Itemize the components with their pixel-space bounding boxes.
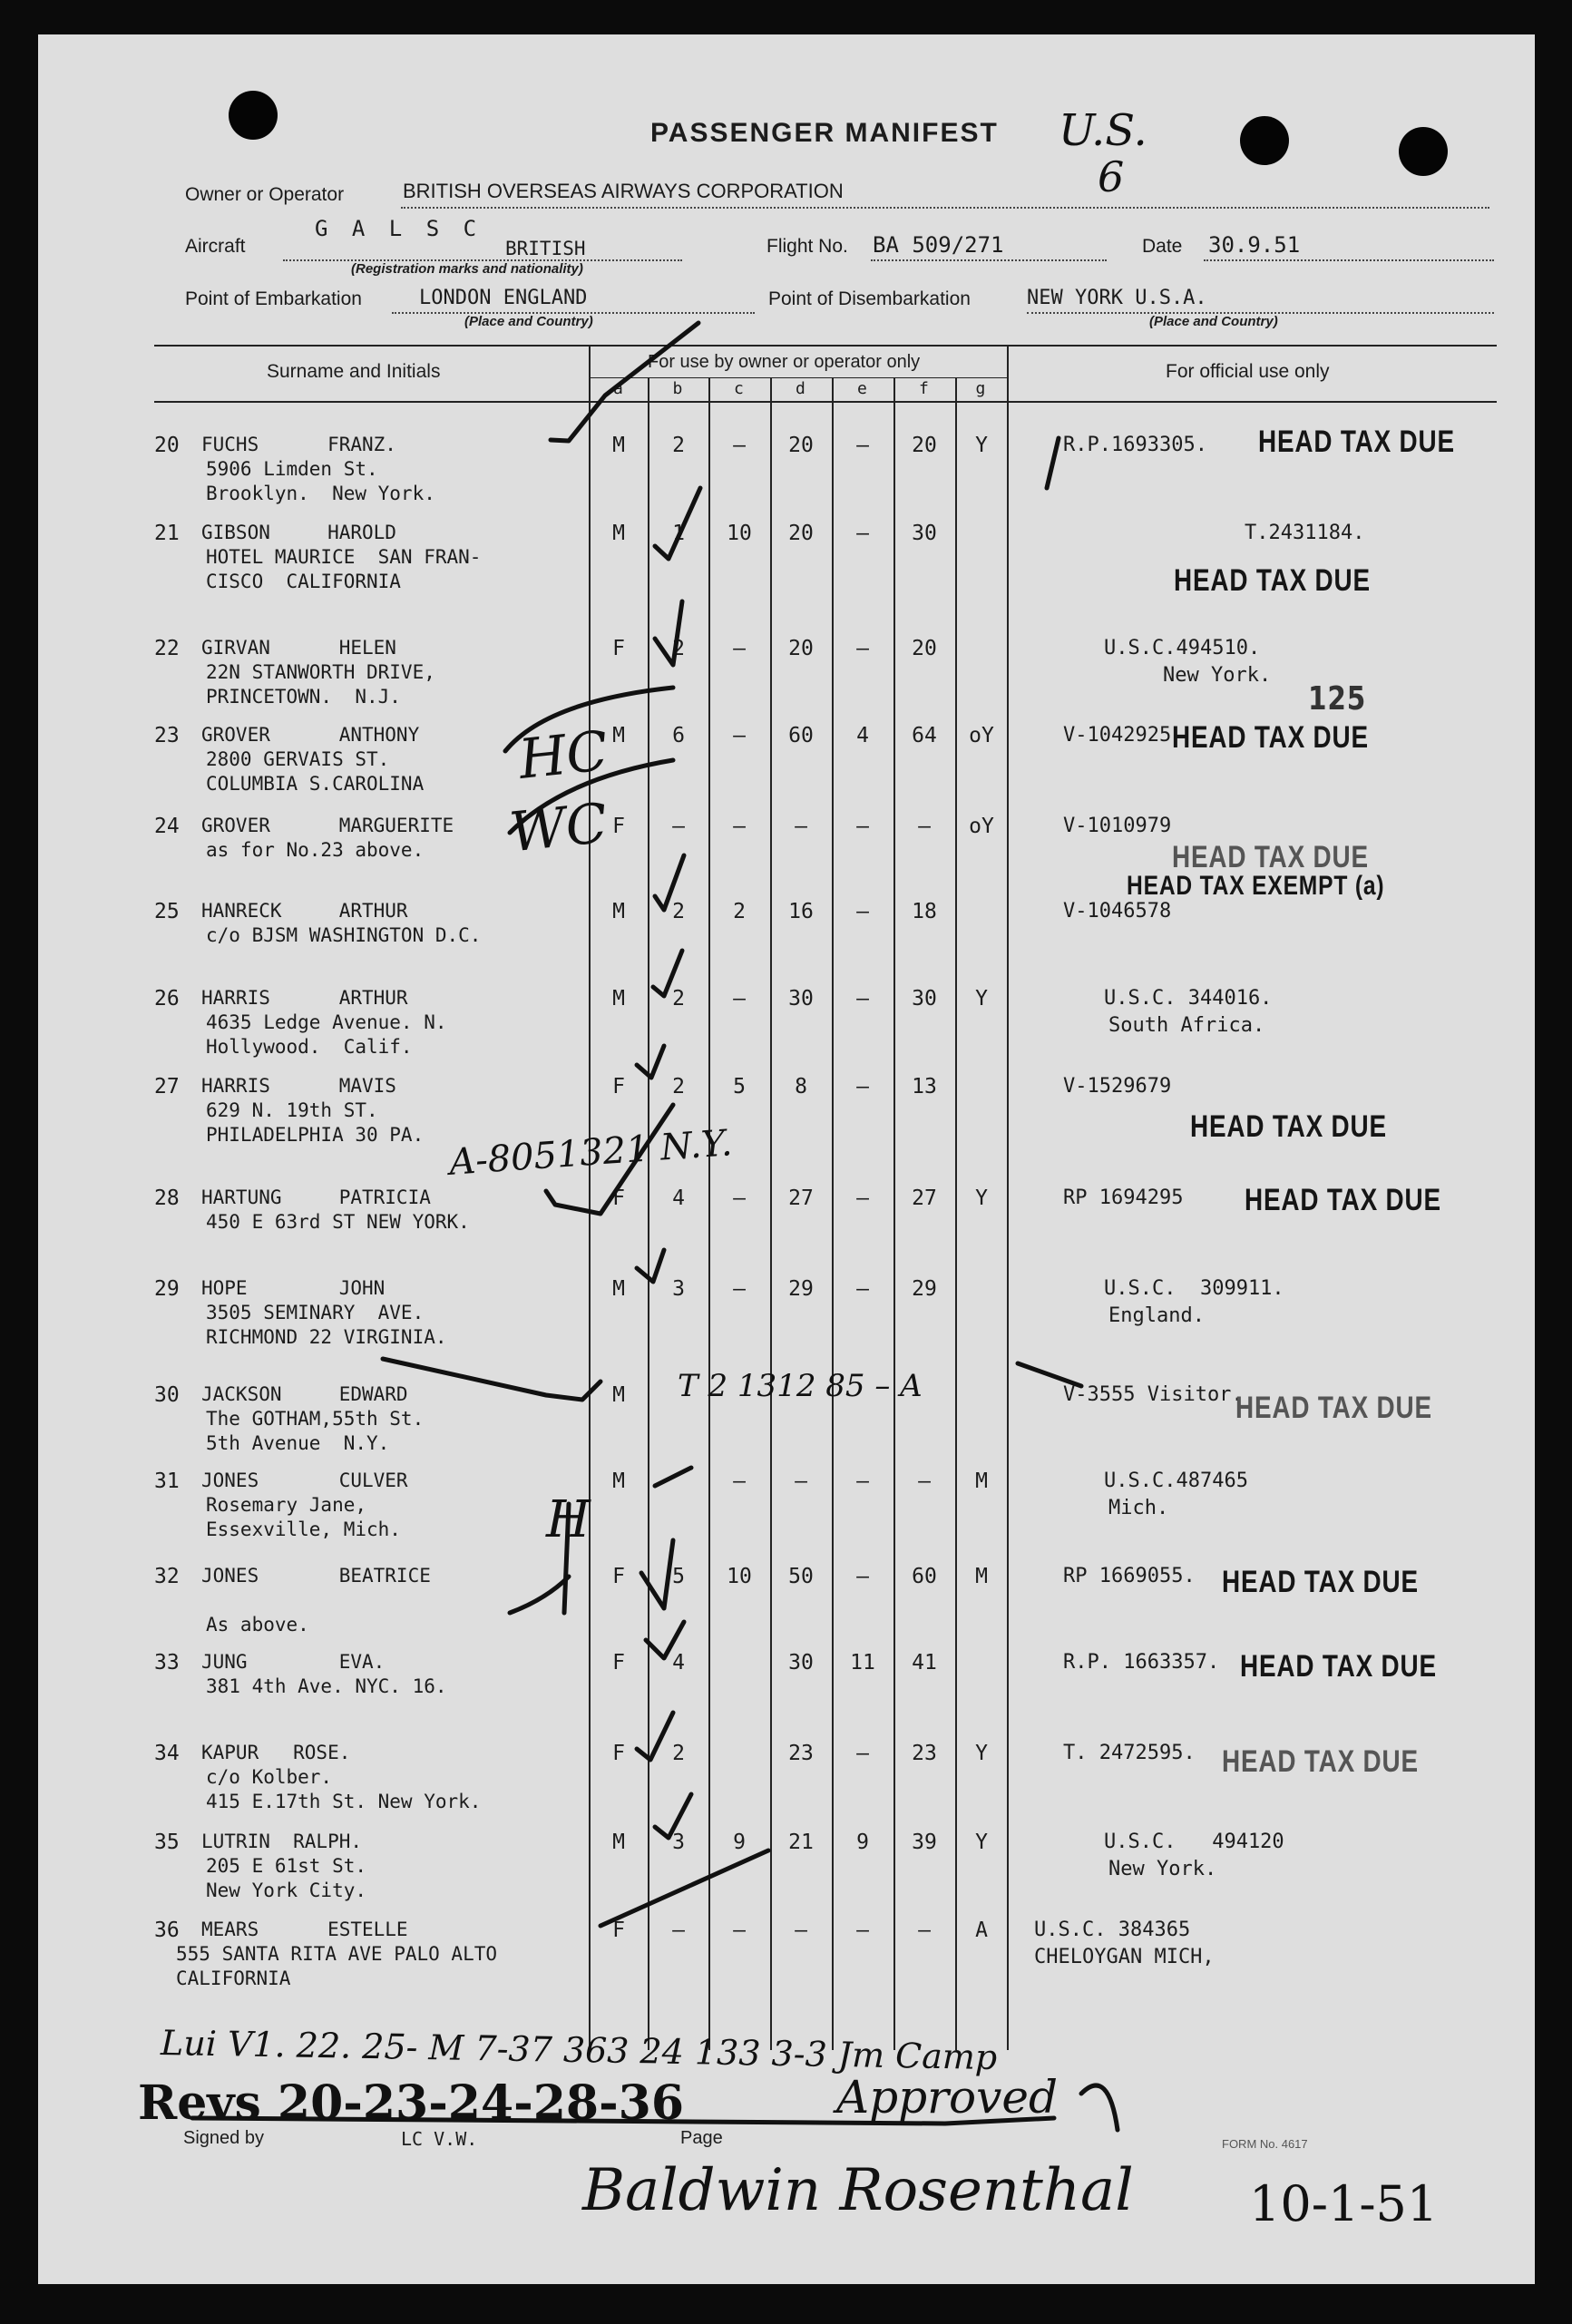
cell-a: M bbox=[612, 987, 625, 1011]
cell-a: M bbox=[612, 900, 625, 923]
passenger-address-line: New York City. bbox=[206, 1880, 367, 1901]
passenger-name: MEARS ESTELLE bbox=[201, 1919, 408, 1940]
passenger-address-line: 3505 SEMINARY AVE. bbox=[206, 1302, 425, 1323]
passenger-address-line: HOTEL MAURICE SAN FRAN- bbox=[206, 546, 482, 568]
cell-g: oY bbox=[969, 815, 994, 838]
passenger-name: HARRIS ARTHUR bbox=[201, 987, 408, 1009]
official-ref: V-1529679 bbox=[1063, 1075, 1172, 1098]
signed-label: Signed by bbox=[183, 2128, 264, 2148]
row-number: 25 bbox=[154, 900, 180, 923]
cell-d: 20 bbox=[788, 522, 814, 545]
checkmark-row26 bbox=[653, 951, 682, 996]
cell-a: F bbox=[612, 1186, 625, 1210]
row-number: 35 bbox=[154, 1831, 180, 1854]
cell-a: F bbox=[612, 1742, 625, 1765]
cell-d: 30 bbox=[788, 987, 814, 1011]
embark-caption: (Place and Country) bbox=[464, 314, 593, 329]
cell-f: – bbox=[918, 1470, 931, 1493]
strike-row30 bbox=[383, 1359, 600, 1400]
passenger-address-line: Hollywood. Calif. bbox=[206, 1036, 413, 1058]
checkmark-row33 bbox=[646, 1622, 684, 1658]
cell-c: – bbox=[733, 815, 746, 838]
cell-g: oY bbox=[969, 724, 994, 747]
cell-f: – bbox=[918, 815, 931, 838]
disembark-value: NEW YORK U.S.A. bbox=[1027, 287, 1207, 309]
cell-f: 30 bbox=[912, 522, 937, 545]
cell-c: – bbox=[733, 1919, 746, 1942]
cell-c: 9 bbox=[733, 1831, 746, 1854]
flight-label: Flight No. bbox=[766, 236, 848, 257]
cell-a: F bbox=[612, 1919, 625, 1942]
cell-d: 50 bbox=[788, 1565, 814, 1588]
cell-f: 20 bbox=[912, 434, 937, 457]
official-ref: V-1010979 bbox=[1063, 815, 1172, 837]
official-ref: RP 1694295 bbox=[1063, 1186, 1184, 1209]
row-number: 21 bbox=[154, 522, 180, 545]
subcol-header-e: e bbox=[857, 379, 867, 398]
cell-b: 6 bbox=[672, 724, 685, 747]
aircraft-nationality: BRITISH bbox=[505, 238, 586, 259]
passenger-address-line: as for No.23 above. bbox=[206, 839, 425, 861]
passenger-address-line: Rosemary Jane, bbox=[206, 1494, 367, 1516]
cell-a: M bbox=[612, 724, 625, 747]
cell-a: F bbox=[612, 815, 625, 838]
manifest-sheet bbox=[38, 34, 1535, 2284]
cell-e: – bbox=[856, 1277, 869, 1301]
checkmark-row35 bbox=[655, 1794, 691, 1838]
official-note: England. bbox=[1108, 1304, 1205, 1327]
passenger-address-line: CISCO CALIFORNIA bbox=[206, 571, 401, 592]
passenger-address-line: The GOTHAM,55th St. bbox=[206, 1408, 425, 1430]
row-number: 30 bbox=[154, 1383, 180, 1407]
cell-g: M bbox=[975, 1565, 988, 1588]
cell-b: 2 bbox=[672, 1075, 685, 1099]
cell-c: – bbox=[733, 724, 746, 747]
handwritten-fee: 125 bbox=[1308, 680, 1367, 718]
embark-label: Point of Embarkation bbox=[185, 288, 362, 309]
official-ref: U.S.C.487465 bbox=[1104, 1470, 1248, 1492]
subcol-header-b: b bbox=[672, 379, 683, 398]
date-value: 30.9.51 bbox=[1208, 232, 1301, 258]
row23-hc-mark: HC bbox=[515, 719, 611, 792]
cell-g: Y bbox=[975, 1831, 988, 1854]
cell-f: 30 bbox=[912, 987, 937, 1011]
head-tax-stamp: HEAD TAX DUE bbox=[1235, 1391, 1432, 1425]
cell-d: 21 bbox=[788, 1831, 814, 1854]
cell-a: F bbox=[612, 1565, 625, 1588]
cell-e: – bbox=[856, 1742, 869, 1765]
row-number: 36 bbox=[154, 1919, 180, 1942]
cell-b: 2 bbox=[672, 1742, 685, 1765]
page-label: Page bbox=[680, 2128, 723, 2148]
official-ref: U.S.C.494510. bbox=[1104, 637, 1261, 659]
cell-e: – bbox=[856, 1919, 869, 1942]
passenger-name: JACKSON EDWARD bbox=[201, 1383, 408, 1405]
passenger-name: LUTRIN RALPH. bbox=[201, 1831, 363, 1852]
cell-b: 2 bbox=[672, 434, 685, 457]
subcol-header-g: g bbox=[975, 379, 986, 398]
cell-f: 18 bbox=[912, 900, 937, 923]
cell-c: – bbox=[733, 637, 746, 660]
row-number: 23 bbox=[154, 724, 180, 747]
passenger-name: GROVER MARGUERITE bbox=[201, 815, 454, 836]
passenger-name: HARTUNG PATRICIA bbox=[201, 1186, 431, 1208]
row-number: 27 bbox=[154, 1075, 180, 1099]
subcol-header-a: a bbox=[613, 379, 623, 398]
passenger-address-line: 450 E 63rd ST NEW YORK. bbox=[206, 1211, 470, 1233]
head-tax-stamp: HEAD TAX DUE bbox=[1240, 1649, 1437, 1684]
cell-c: 5 bbox=[733, 1075, 746, 1099]
cell-g: Y bbox=[975, 1186, 988, 1210]
row-number: 26 bbox=[154, 987, 180, 1011]
approved-handwritten: Approved bbox=[836, 2071, 1058, 2124]
checkmark-row31 bbox=[655, 1468, 691, 1486]
head-tax-stamp: HEAD TAX DUE bbox=[1172, 840, 1369, 874]
passenger-address-line: 629 N. 19th ST. bbox=[206, 1099, 378, 1121]
cell-d: – bbox=[795, 1470, 807, 1493]
cell-a: F bbox=[612, 1651, 625, 1675]
passenger-address-line: Brooklyn. New York. bbox=[206, 483, 435, 504]
row-number: 33 bbox=[154, 1651, 180, 1675]
cell-e: – bbox=[856, 815, 869, 838]
cell-a: M bbox=[612, 1470, 625, 1493]
cell-f: 64 bbox=[912, 724, 937, 747]
cell-b: 2 bbox=[672, 900, 685, 923]
cell-d: – bbox=[795, 1919, 807, 1942]
col-official-header: For official use only bbox=[1166, 361, 1330, 382]
subcol-header-c: c bbox=[734, 379, 744, 398]
official-ref: V-1046578 bbox=[1063, 900, 1172, 923]
checkmark-row34 bbox=[637, 1713, 673, 1760]
passenger-name: JUNG EVA. bbox=[201, 1651, 386, 1673]
official-note: South Africa. bbox=[1108, 1014, 1265, 1037]
passenger-name: KAPUR ROSE. bbox=[201, 1742, 351, 1763]
passenger-address-line: 205 E 61st St. bbox=[206, 1855, 367, 1877]
cell-f: 41 bbox=[912, 1651, 937, 1675]
subcol-header-f: f bbox=[919, 379, 929, 398]
head-tax-stamp: HEAD TAX DUE bbox=[1245, 1183, 1441, 1217]
hook-row32 bbox=[510, 1577, 569, 1613]
head-tax-stamp: HEAD TAX DUE bbox=[1174, 563, 1371, 598]
official-ref: U.S.C. 494120 bbox=[1104, 1831, 1284, 1853]
owner-label: Owner or Operator bbox=[185, 184, 345, 205]
passenger-address-line: 555 SANTA RITA AVE PALO ALTO bbox=[176, 1943, 498, 1965]
page-title: PASSENGER MANIFEST bbox=[650, 118, 999, 148]
row31-h-mark: H bbox=[546, 1490, 591, 1549]
cell-f: 39 bbox=[912, 1831, 937, 1854]
cell-g: A bbox=[975, 1919, 988, 1942]
official-note: New York. bbox=[1163, 664, 1272, 687]
disembark-caption: (Place and Country) bbox=[1149, 314, 1278, 329]
passenger-name: HANRECK ARTHUR bbox=[201, 900, 408, 922]
row-number: 29 bbox=[154, 1277, 180, 1301]
cell-b: 5 bbox=[672, 1565, 685, 1588]
cell-c: 10 bbox=[727, 1565, 752, 1588]
passenger-address-line: 415 E.17th St. New York. bbox=[206, 1791, 482, 1812]
official-ref: RP 1669055. bbox=[1063, 1565, 1196, 1587]
passenger-address-line: PRINCETOWN. N.J. bbox=[206, 686, 401, 708]
row-number: 31 bbox=[154, 1470, 180, 1493]
official-ref: T. 2472595. bbox=[1063, 1742, 1196, 1764]
cell-e: – bbox=[856, 637, 869, 660]
cell-b: 3 bbox=[672, 1831, 685, 1854]
cell-e: – bbox=[856, 1470, 869, 1493]
cell-e: – bbox=[856, 900, 869, 923]
official-ref: U.S.C. 344016. bbox=[1104, 987, 1273, 1010]
cell-a: M bbox=[612, 1277, 625, 1301]
passenger-name: GROVER ANTHONY bbox=[201, 724, 420, 746]
cell-g: Y bbox=[975, 987, 988, 1011]
cell-f: 29 bbox=[912, 1277, 937, 1301]
cell-a: F bbox=[612, 637, 625, 660]
cell-b: 2 bbox=[672, 987, 685, 1011]
passenger-name: GIRVAN HELEN bbox=[201, 637, 396, 659]
col-surname-header: Surname and Initials bbox=[267, 361, 441, 382]
official-ref: R.P. 1663357. bbox=[1063, 1651, 1220, 1674]
signed-initials: LC V.W. bbox=[401, 2128, 478, 2150]
cell-c: 2 bbox=[733, 900, 746, 923]
revised-line: Revs 20-23-24-28-36 bbox=[138, 2075, 685, 2131]
cell-f: – bbox=[918, 1919, 931, 1942]
disembark-label: Point of Disembarkation bbox=[768, 288, 971, 309]
cell-d: 23 bbox=[788, 1742, 814, 1765]
date-label: Date bbox=[1142, 236, 1183, 257]
cell-b: – bbox=[672, 1919, 685, 1942]
row-number: 22 bbox=[154, 637, 180, 660]
strike-row30-right bbox=[1018, 1363, 1081, 1386]
cell-c: – bbox=[733, 1186, 746, 1210]
official-note: CHELOYGAN MICH, bbox=[1034, 1946, 1215, 1968]
cell-a: M bbox=[612, 434, 625, 457]
passenger-address-line: As above. bbox=[206, 1614, 309, 1636]
head-tax-stamp: HEAD TAX DUE bbox=[1222, 1565, 1419, 1599]
cell-d: 20 bbox=[788, 637, 814, 660]
aircraft-registration: G A L S C bbox=[315, 216, 483, 241]
cell-d: 20 bbox=[788, 434, 814, 457]
cell-e: – bbox=[856, 1565, 869, 1588]
cell-c: – bbox=[733, 1277, 746, 1301]
cell-a: M bbox=[612, 1831, 625, 1854]
cell-b: 3 bbox=[672, 1277, 685, 1301]
embark-value: LONDON ENGLAND bbox=[419, 287, 588, 309]
page-handwritten: 6 bbox=[1098, 152, 1125, 201]
aircraft-label: Aircraft bbox=[185, 236, 246, 257]
row24-wc-mark: WC bbox=[506, 791, 610, 865]
head-tax-stamp: HEAD TAX DUE bbox=[1190, 1109, 1387, 1144]
subcol-header-d: d bbox=[796, 379, 806, 398]
cell-g: Y bbox=[975, 434, 988, 457]
passenger-address-line: 381 4th Ave. NYC. 16. bbox=[206, 1675, 447, 1697]
cell-d: 30 bbox=[788, 1651, 814, 1675]
passenger-name: JONES CULVER bbox=[201, 1470, 408, 1491]
passenger-name: FUCHS FRANZ. bbox=[201, 434, 396, 455]
head-tax-stamp: HEAD TAX DUE bbox=[1172, 720, 1369, 755]
checkmark-row27 bbox=[637, 1046, 664, 1078]
row30-operator-handwritten: T 2 1312 85 – A bbox=[678, 1368, 923, 1404]
cell-e: 9 bbox=[856, 1831, 869, 1854]
cell-e: – bbox=[856, 1075, 869, 1099]
cell-b: 4 bbox=[672, 1186, 685, 1210]
cell-b: 1 bbox=[672, 522, 685, 545]
cell-b: 4 bbox=[672, 1651, 685, 1675]
row28-handwritten-note: A-8051321 N.Y. bbox=[447, 1122, 734, 1184]
y-stroke-row20 bbox=[1047, 438, 1059, 488]
cell-f: 27 bbox=[912, 1186, 937, 1210]
cell-f: 60 bbox=[912, 1565, 937, 1588]
row-number: 24 bbox=[154, 815, 180, 838]
checkmark-row21 bbox=[655, 488, 700, 559]
official-note: New York. bbox=[1108, 1858, 1217, 1880]
cell-d: 27 bbox=[788, 1186, 814, 1210]
strike-row35 bbox=[600, 1850, 768, 1926]
official-ref: U.S.C. 309911. bbox=[1104, 1277, 1284, 1300]
official-ref: V-3555 Visitor. bbox=[1063, 1383, 1244, 1406]
checkmark-row22 bbox=[655, 601, 682, 665]
cell-e: – bbox=[856, 522, 869, 545]
checkmark-row32 bbox=[641, 1540, 673, 1608]
passenger-name: HARRIS MAVIS bbox=[201, 1075, 396, 1097]
cell-a: M bbox=[612, 1383, 625, 1407]
row-number: 32 bbox=[154, 1565, 180, 1588]
official-ref: R.P.1693305. bbox=[1063, 434, 1207, 456]
passenger-address-line: Essexville, Mich. bbox=[206, 1518, 401, 1540]
row-number: 34 bbox=[154, 1742, 180, 1765]
checkmark-row20 bbox=[551, 323, 698, 441]
head-tax-stamp: HEAD TAX DUE bbox=[1222, 1744, 1419, 1779]
cell-c: 10 bbox=[727, 522, 752, 545]
col-operator-header: For use by owner or operator only bbox=[648, 352, 921, 372]
passenger-name: JONES BEATRICE bbox=[201, 1565, 431, 1587]
cell-a: M bbox=[612, 522, 625, 545]
official-ref: U.S.C. 384365 bbox=[1034, 1919, 1191, 1941]
cell-d: 29 bbox=[788, 1277, 814, 1301]
cell-b: – bbox=[672, 815, 685, 838]
official-ref: V-1042925 bbox=[1063, 724, 1172, 747]
passenger-address-line: 5906 Limden St. bbox=[206, 458, 378, 480]
cell-d: 60 bbox=[788, 724, 814, 747]
cell-f: 20 bbox=[912, 637, 937, 660]
cell-a: F bbox=[612, 1075, 625, 1099]
cell-c: – bbox=[733, 1470, 746, 1493]
cell-f: 23 bbox=[912, 1742, 937, 1765]
passenger-address-line: c/o Kolber. bbox=[206, 1766, 333, 1788]
passenger-address-line: PHILADELPHIA 30 PA. bbox=[206, 1124, 425, 1146]
footer-date: 10-1-51 bbox=[1249, 2175, 1439, 2232]
passenger-address-line: CALIFORNIA bbox=[176, 1968, 291, 1989]
cell-f: 13 bbox=[912, 1075, 937, 1099]
official-ref: T.2431184. bbox=[1245, 522, 1365, 544]
cell-c: – bbox=[733, 434, 746, 457]
passenger-address-line: 2800 GERVAIS ST. bbox=[206, 748, 390, 770]
checkmark-row29 bbox=[637, 1250, 664, 1282]
cell-g: Y bbox=[975, 1742, 988, 1765]
handwritten-marks bbox=[38, 34, 1535, 2284]
cell-e: – bbox=[856, 987, 869, 1011]
cell-e: – bbox=[856, 1186, 869, 1210]
approved-flourish bbox=[1081, 2085, 1118, 2130]
owner-value: BRITISH OVERSEAS AIRWAYS CORPORATION bbox=[403, 180, 844, 202]
passenger-address-line: 4635 Ledge Avenue. N. bbox=[206, 1011, 447, 1033]
cell-e: 11 bbox=[850, 1651, 875, 1675]
head-tax-stamp: HEAD TAX DUE bbox=[1258, 425, 1455, 459]
passenger-address-line: RICHMOND 22 VIRGINIA. bbox=[206, 1326, 447, 1348]
row-number: 28 bbox=[154, 1186, 180, 1210]
row-number: 20 bbox=[154, 434, 180, 457]
cell-e: – bbox=[856, 434, 869, 457]
cell-d: 8 bbox=[795, 1075, 807, 1099]
flight-value: BA 509/271 bbox=[873, 232, 1004, 258]
cell-d: – bbox=[795, 815, 807, 838]
cell-e: 4 bbox=[856, 724, 869, 747]
official-note: Mich. bbox=[1108, 1497, 1169, 1519]
signature: Baldwin Rosenthal bbox=[582, 2157, 1134, 2224]
passenger-name: GIBSON HAROLD bbox=[201, 522, 396, 543]
cell-g: M bbox=[975, 1470, 988, 1493]
checkmark-row25 bbox=[655, 855, 684, 910]
cell-c: – bbox=[733, 987, 746, 1011]
cell-b: 2 bbox=[672, 637, 685, 660]
passenger-address-line: 22N STANWORTH DRIVE, bbox=[206, 661, 435, 683]
passenger-address-line: 5th Avenue N.Y. bbox=[206, 1432, 390, 1454]
passenger-address-line: c/o BJSM WASHINGTON D.C. bbox=[206, 924, 482, 946]
cell-d: 16 bbox=[788, 900, 814, 923]
passenger-address-line: COLUMBIA S.CAROLINA bbox=[206, 773, 425, 795]
passenger-name: HOPE JOHN bbox=[201, 1277, 386, 1299]
tally-line: Lui V1. 22. 25- M 7-37 363 24 133 3-3 Jm Camp bbox=[160, 2022, 998, 2078]
head-tax-stamp: HEAD TAX EXEMPT (a) bbox=[1127, 871, 1385, 901]
title-handwritten: U.S. bbox=[1059, 105, 1147, 156]
form-number: FORM No. 4617 bbox=[1222, 2137, 1308, 2151]
aircraft-caption: (Registration marks and nationality) bbox=[351, 261, 583, 277]
